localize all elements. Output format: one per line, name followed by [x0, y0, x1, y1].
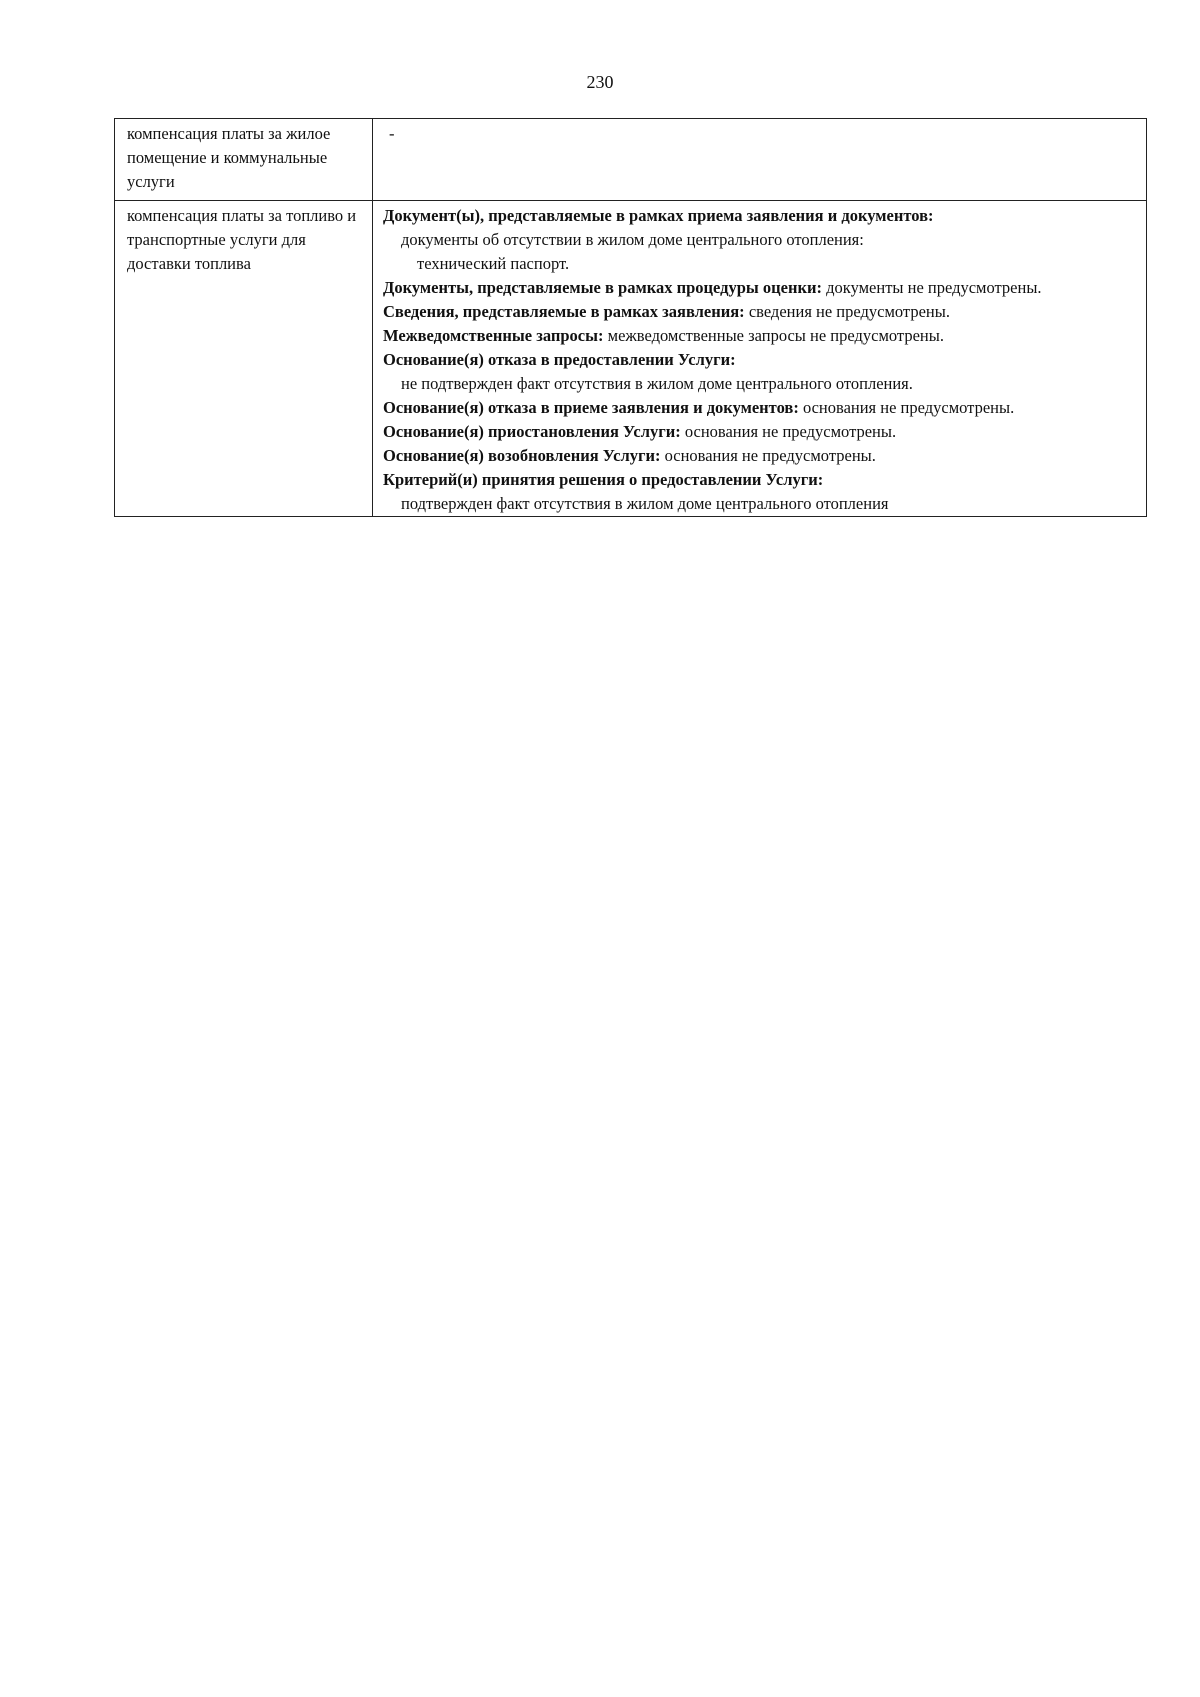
section-text: сведения не предусмотрены.: [748, 302, 950, 321]
list-item: подтвержден факт отсутствия в жилом доме центрального отопления: [401, 494, 889, 513]
resumption-grounds-section: [383, 444, 1136, 468]
decision-criteria-section: [383, 468, 1136, 492]
section-heading: Основание(я) возобновления Услуги:: [383, 446, 661, 465]
section-heading: Межведомственные запросы:: [383, 326, 604, 345]
section-heading: Критерий(и) принятия решения о предоставлении Услуги:: [383, 470, 824, 489]
section-heading: Документ(ы), представляемые в рамках приема заявления и документов:: [383, 206, 934, 225]
section-heading: Документы, представляемые в рамках процедуры оценки:: [383, 278, 823, 297]
services-table: [114, 118, 1147, 517]
section-heading: Основание(я) приостановления Услуги:: [383, 422, 681, 441]
service-details-cell: [373, 119, 1147, 201]
section-heading: Основание(я) отказа в приеме заявления и документов:: [383, 398, 799, 417]
section-heading: Основание(я) отказа в предоставлении Услуги:: [383, 350, 736, 369]
interagency-requests-section: [383, 324, 1136, 348]
section-heading: Сведения, представляемые в рамках заявления:: [383, 302, 745, 321]
table-row: [115, 201, 1147, 517]
list-item: документы об отсутствии в жилом доме центрального отопления:: [401, 230, 864, 249]
empty-dash: -: [389, 124, 395, 143]
assessment-documents-section: [383, 276, 1136, 300]
table-row: [115, 119, 1147, 201]
service-details-cell: [373, 201, 1147, 517]
application-info-section: [383, 300, 1136, 324]
section-text: документы не предусмотрены.: [826, 278, 1042, 297]
intake-refusal-grounds-section: [383, 396, 1136, 420]
section-text: основания не предусмотрены.: [684, 422, 897, 441]
suspension-grounds-section: [383, 420, 1136, 444]
refusal-grounds-section: [383, 348, 1136, 372]
submitted-documents-section: [383, 204, 1136, 228]
service-name-cell: компенсация платы за топливо и транспортные услуги для доставки топлива: [115, 201, 373, 517]
section-text: основания не предусмотрены.: [664, 446, 876, 465]
list-item: не подтвержден факт отсутствия в жилом доме центрального отопления.: [401, 374, 913, 393]
service-name-cell: компенсация платы за жилое помещение и коммунальные услуги: [115, 119, 373, 201]
section-text: основания не предусмотрены.: [802, 398, 1015, 417]
list-subitem: технический паспорт.: [417, 254, 570, 273]
section-text: межведомственные запросы не предусмотрены.: [607, 326, 944, 345]
page-number: 230: [586, 72, 614, 92]
